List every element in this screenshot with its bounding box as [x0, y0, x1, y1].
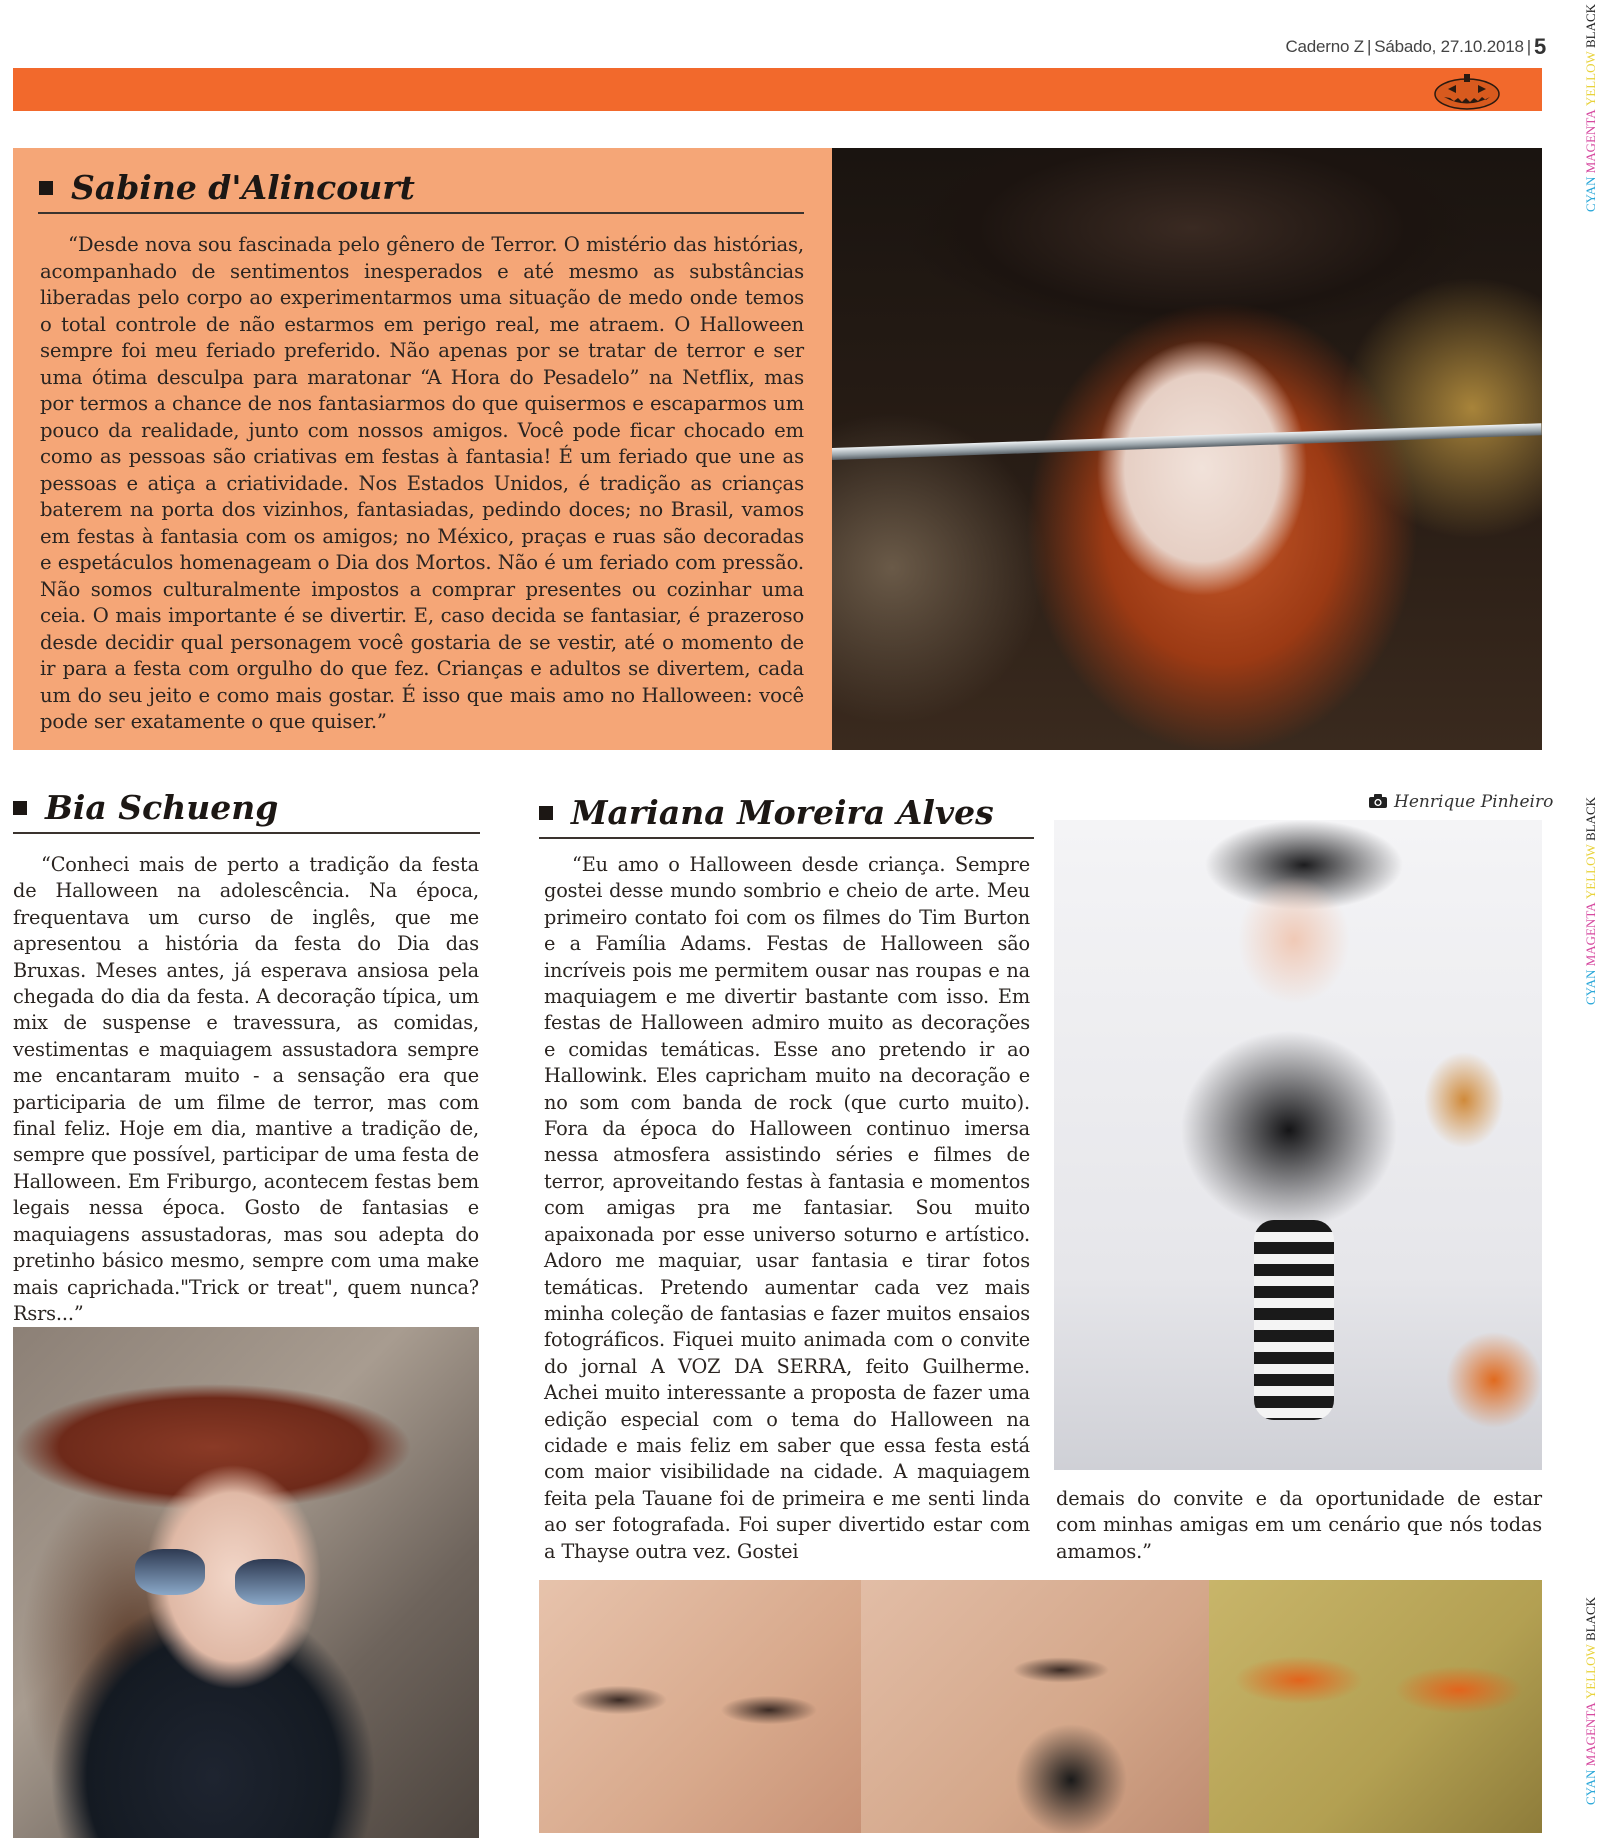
sunglasses-lens: [135, 1549, 205, 1595]
heading-rule: [13, 832, 480, 834]
makeup-photo-3: [1209, 1580, 1542, 1833]
heading-rule: [539, 837, 1034, 839]
sabine-photo: [832, 148, 1542, 750]
striped-stockings: [1254, 1220, 1334, 1420]
print-color-marks-middle: CYAN MAGENTA YELLOW BLACK: [1583, 796, 1598, 1005]
page-header: Caderno Z | Sábado, 27.10.2018 | 5: [1285, 34, 1546, 59]
jack-o-lantern-icon: [1432, 70, 1502, 110]
issue-date: Sábado, 27.10.2018: [1374, 37, 1524, 56]
heading-rule: [38, 212, 804, 214]
bia-photo: [13, 1327, 479, 1838]
sabine-quote: “Desde nova sou fascinada pelo gênero de Terror. O mistério das histórias, acompanhado de sentimentos inesperados e até mesmo as substâncias liberadas pelo corpo ao experimentarmos uma situação de medo onde temos o total controle de não estarmos em perigo real, me atraem. O Halloween sempre foi meu feriado preferido. Não apenas por se tratar de terror e ser uma ótima desculpa para maratonar “A Hora do Pesadelo” na Netflix, mas por termos a chance de nos fantasiarmos do que quisermos e escaparmos um pouco da realidade, junto com nossos amigos. Você pode ficar chocado em como as pessoas são criativas em festas à fantasia! É um feriado que une as pessoas e atiça a criatividade. Nos Estados Unidos, é tradição as crianças baterem na porta dos vizinhos, fantasiadas, pedindo doces; no Brasil, vamos em festas à fantasia com os amigos; no México, praças e ruas são decoradas e espetáculos homenageam o Dia dos Mortos. Não é um feriado com pressão. Não somos culturalmente impostos a comprar presentes ou cozinhar uma ceia. O mais importante é se divertir. E, caso decida se fantasiar, é prazeroso desde decidir qual personagem você gostaria de se vestir, até o momento de ir para a festa com orgulho do que fez. Crianças e adultos se divertem, cada um do seu jeito e como mais gostar. É isso que mais amo no Halloween: você pode ser exatamente o que quiser.”: [40, 233, 804, 733]
sabine-section: [13, 148, 832, 750]
makeup-photo-1: [539, 1580, 861, 1833]
sword-blade: [832, 423, 1542, 460]
print-color-marks-bottom: CYAN MAGENTA YELLOW BLACK: [1583, 1596, 1598, 1805]
header-bar: [13, 68, 1542, 111]
sabine-heading: Sabine d'Alincourt: [39, 168, 415, 207]
bullet-square-icon: [539, 806, 553, 820]
mariana-quote-column-2: demais do convite e da oportunidade de estar com minhas amigas em um cenário que nós todas amamos.”: [1056, 1487, 1542, 1563]
mariana-heading: Mariana Moreira Alves: [539, 793, 994, 832]
photo-credit: Henrique Pinheiro: [1368, 792, 1553, 812]
sunglasses-lens: [235, 1559, 305, 1605]
page-number: 5: [1533, 34, 1546, 59]
bia-quote: “Conheci mais de perto a tradição da festa de Halloween na adolescência. Na época, frequentava um curso de inglês, que me apresentou a história da festa do Dia das Bruxas. Meses antes, já esperava ansiosa pela chegada do dia da festa. A decoração típica, um mix de suspense e travessura, as comidas, vestimentas e maquiagem assustadora sempre me encantaram muito - a sensação era que participaria de um filme de terror, mas com final feliz. Hoje em dia, mantive a tradição de, sempre que possível, participar de uma festa de Halloween. Em Friburgo, acontecem festas bem legais nessa época. Gosto de fantasias e maquiagens assustadoras, mas sou adepta do pretinho básico mesmo, sempre com uma make mais caprichada."Trick or treat", quem nunca? Rsrs...”: [13, 853, 479, 1325]
bullet-square-icon: [39, 181, 53, 195]
camera-icon: [1368, 793, 1388, 809]
mariana-quote-column-1: “Eu amo o Halloween desde criança. Sempre gostei desse mundo sombrio e cheio de arte. Meu primeiro contato foi com os filmes do Tim Burton e a Família Adams. Festas de Halloween são incríveis pois me permitem ousar nas roupas e na maquiagem e me divertir bastante com isso. Em festas de Halloween admiro muito as decorações e comidas temáticas. Esse ano pretendo ir ao Hallowink. Eles capricham muito na decoração e no som com banda de rock (que curto muito). Fora da época do Halloween continuo imersa nessa atmosfera assistindo séries e filmes de terror, aproveitando festas à fantasia e momentos com amigas pra me fantasiar. Sou muito apaixonada por esse universo soturno e artístico. Adoro me maquiar, usar fantasia e tirar fotos temáticas. Pretendo aumentar cada vez mais minha coleção de fantasias e fazer muitos ensaios fotográficos. Fiquei muito animada com o convite do jornal A VOZ DA SERRA, feito Guilherme. Achei muito interessante a proposta de fazer uma edição especial com o tema do Halloween na cidade e mais feliz em saber que essa festa está com maior visibilidade na cidade. A maquiagem feita pela Tauane foi de primeira e me senti linda ao ser fotografada. Foi super divertido estar com a Thayse outra vez. Gostei: [544, 853, 1030, 1563]
print-color-marks-top: CYAN MAGENTA YELLOW BLACK: [1583, 3, 1598, 212]
bullet-square-icon: [13, 801, 27, 815]
makeup-photo-2: [861, 1580, 1209, 1833]
mariana-photo: [1054, 820, 1542, 1470]
section-name: Caderno Z: [1285, 37, 1364, 56]
bia-heading: Bia Schueng: [13, 788, 278, 827]
